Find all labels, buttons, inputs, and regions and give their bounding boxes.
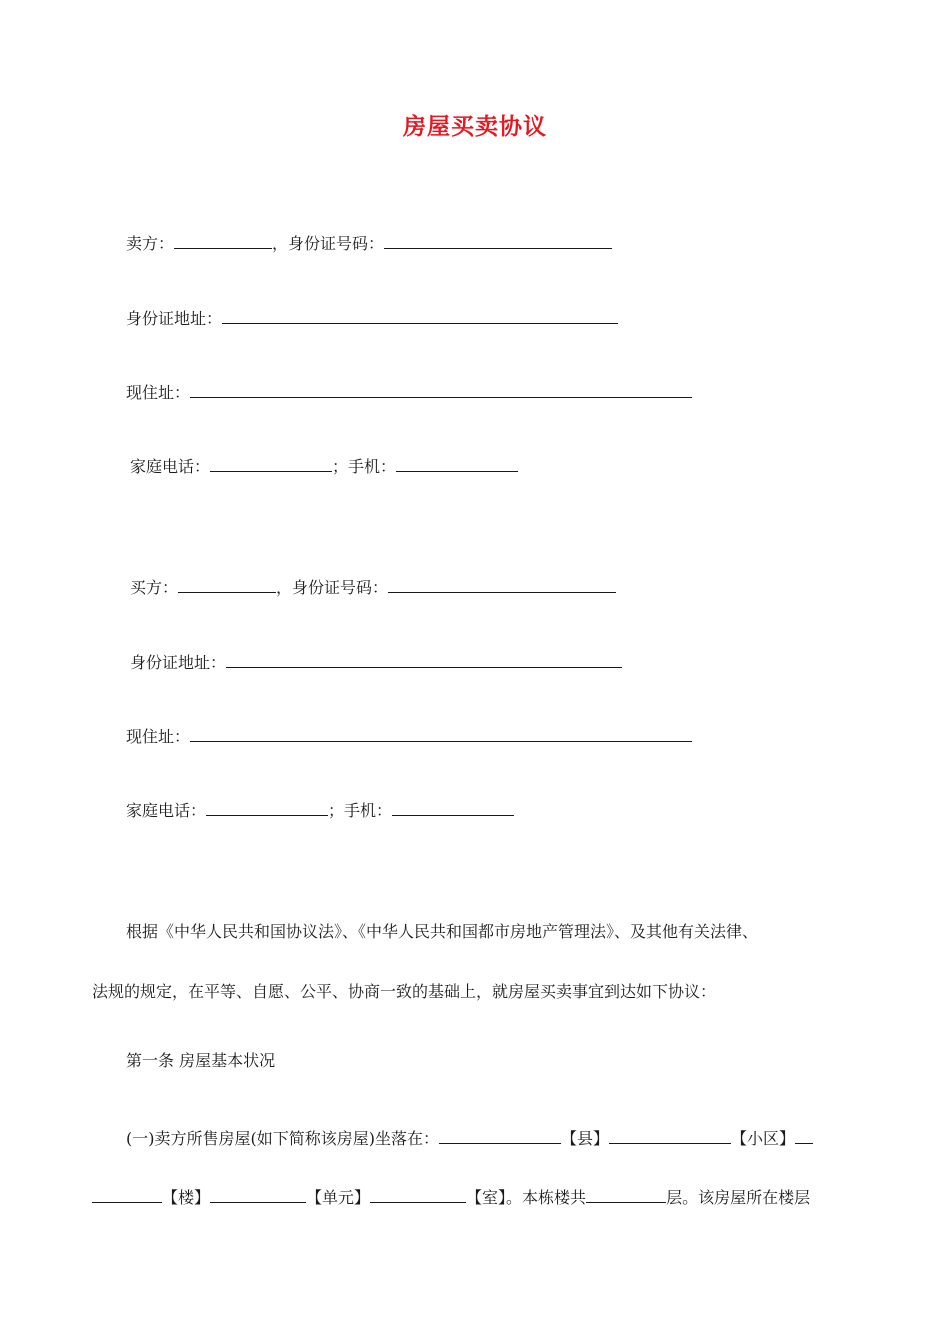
buyer-phone-row: [126, 799, 514, 823]
seller-id-address-blank[interactable]: [222, 307, 618, 324]
seller-id-blank[interactable]: [384, 232, 612, 249]
buyer-current-address-blank[interactable]: [190, 725, 692, 742]
floors-prefix: 。本栋楼共: [506, 1188, 587, 1207]
seller-name-blank[interactable]: [174, 232, 272, 249]
seller-mobile-blank[interactable]: [396, 455, 518, 472]
seller-name-label: 卖方：: [126, 234, 175, 253]
buyer-name-row: [130, 576, 616, 600]
seller-id-address-label: 身份证地址：: [126, 309, 223, 328]
building-label: 【楼】: [162, 1188, 211, 1207]
buyer-name-label: 买方：: [130, 578, 179, 597]
seller-id-address-row: [126, 307, 618, 331]
preamble-line-1: 根据《中华人民共和国协议法》、《中华人民共和国都市房地产管理法》、及其他有关法律、: [126, 922, 759, 941]
seller-name-row: [126, 232, 612, 256]
county-blank[interactable]: [439, 1127, 561, 1144]
room-label: 【室】: [466, 1188, 507, 1207]
buyer-mobile-blank[interactable]: [392, 799, 514, 816]
buyer-current-address-row: [126, 725, 692, 749]
floors-suffix: 层。该房屋所在楼层: [666, 1188, 811, 1207]
article-1-heading: 第一条 房屋基本状况: [126, 1051, 276, 1070]
buyer-id-address-blank[interactable]: [226, 651, 622, 668]
seller-phone-row: [130, 455, 518, 479]
seller-current-address-row: [126, 381, 692, 405]
room-blank[interactable]: [370, 1186, 466, 1203]
buyer-current-address-label: 现住址：: [126, 727, 191, 746]
building-blank[interactable]: [92, 1186, 162, 1203]
article-1-clause-1-row-1: [126, 1127, 813, 1151]
seller-id-label: ，身份证号码：: [272, 234, 385, 253]
buyer-home-phone-label: 家庭电话：: [126, 801, 207, 820]
seller-home-phone-blank[interactable]: [210, 455, 332, 472]
seller-mobile-label: ；手机：: [332, 457, 397, 476]
county-label: 【县】: [560, 1129, 609, 1148]
document-title: 房屋买卖协议: [403, 114, 547, 140]
community-blank[interactable]: [609, 1127, 731, 1144]
building-blank-start[interactable]: [795, 1127, 813, 1144]
buyer-home-phone-blank[interactable]: [206, 799, 328, 816]
preamble-line-2: 法规的规定，在平等、自愿、公平、协商一致的基础上，就房屋买卖事宜到达如下协议：: [92, 982, 717, 1001]
buyer-id-label: ，身份证号码：: [276, 578, 389, 597]
community-label: 【小区】: [731, 1129, 796, 1148]
buyer-id-blank[interactable]: [388, 576, 616, 593]
seller-current-address-label: 现住址：: [126, 383, 191, 402]
buyer-mobile-label: ；手机：: [328, 801, 393, 820]
article-1-clause-1-row-2: [92, 1186, 810, 1210]
location-label: (一)卖方所售房屋(如下简称该房屋)坐落在：: [126, 1129, 439, 1148]
seller-home-phone-label: 家庭电话：: [130, 457, 211, 476]
buyer-name-blank[interactable]: [178, 576, 276, 593]
buyer-id-address-label: 身份证地址：: [130, 653, 227, 672]
seller-current-address-blank[interactable]: [190, 381, 692, 398]
total-floors-blank[interactable]: [586, 1186, 666, 1203]
unit-blank[interactable]: [210, 1186, 306, 1203]
unit-label: 【单元】: [306, 1188, 371, 1207]
buyer-id-address-row: [130, 651, 622, 675]
